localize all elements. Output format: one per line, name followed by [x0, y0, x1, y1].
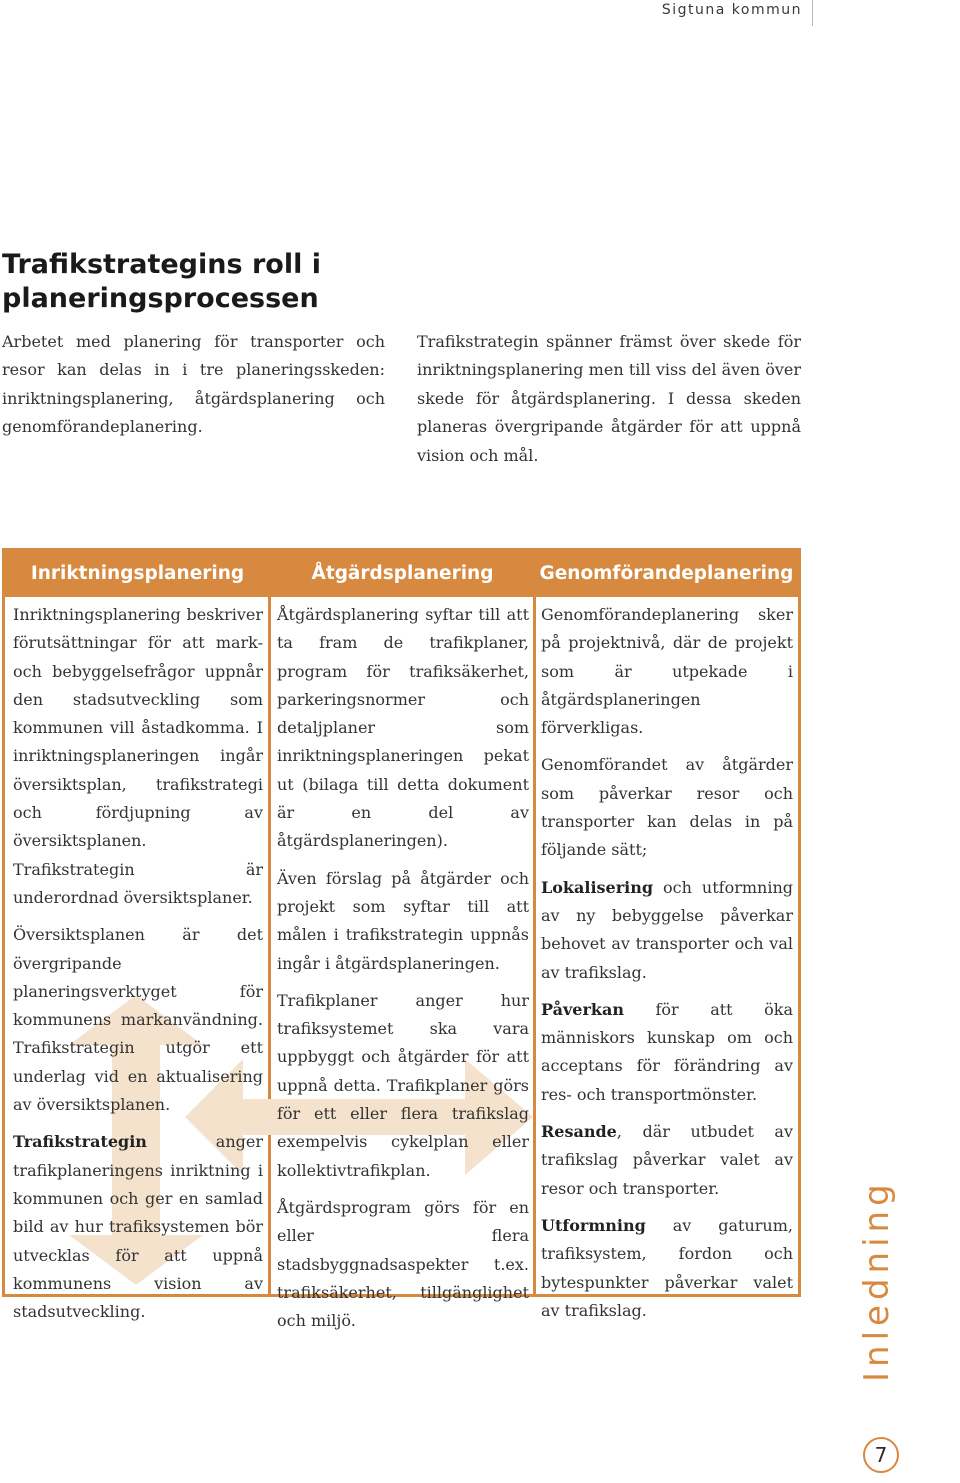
header-divider — [812, 0, 813, 26]
col3-paragraph-4-text: för att öka människors kunskap om och acceptans för förändring av res- och transportmönster. — [541, 999, 793, 1104]
intro-right-paragraph: Trafikstrategin spänner främst över skede för inriktningsplanering men till viss del även över skede för åtgärdsplanering. I dessa skeden planeras övergripande åtgärder för att uppnå vision och mål. — [417, 332, 801, 465]
col1-paragraph-3 — [13, 1128, 263, 1326]
section-label — [845, 1179, 925, 1390]
column-genomforandeplanering — [541, 601, 793, 1334]
col1-paragraph-2: Översiktsplanen är det övergripande planeringsverktyget för kommunens markanvändning. Trafikstrategin utgör ett underlag vid en aktualisering av översiktsplanen. — [13, 925, 263, 1115]
col3-paragraph-3 — [541, 874, 793, 987]
header-genomforandeplanering: Genomförandeplanering — [539, 563, 794, 584]
planning-stages-table — [2, 548, 801, 1331]
col3-bold-lokalisering: Lokalisering — [541, 877, 654, 897]
col3-paragraph-2: Genomförandet av åtgärder som påverkar resor och transporter kan delas in på följande sätt; — [541, 755, 793, 860]
col1-paragraph-1: Inriktningsplanering beskriver förutsättningar för att mark- och bebyggelsefrågor uppnår den stadsutveckling som kommunen vill åstadkomma. I inriktningsplaneringen ingår översiktsplan, trafikstrategi och fördjupning av översiktsplanen. Trafikstrategin är underordnad översiktsplaner. — [13, 605, 263, 907]
section-label-text: Inledning — [857, 1179, 897, 1382]
col3-paragraph-6 — [541, 1212, 793, 1325]
col3-paragraph-6-text: av gaturum, trafiksystem, fordon och bytespunkter påverkar valet av trafikslag. — [541, 1215, 793, 1320]
col1-bold-term: Trafikstrategin — [13, 1132, 147, 1152]
column-inriktningsplanering — [13, 601, 263, 1335]
col3-paragraph-1: Genomförandeplanering sker på projektnivå, där de projekt som är utpekade i åtgärdsplaneringen förverkligas. — [541, 605, 793, 738]
intro-left-paragraph: Arbetet med planering för transporter och resor kan delas in i tre planeringsskeden: inriktningsplanering, åtgärdsplanering och genomförandeplanering. — [2, 332, 385, 437]
header-atgardsplanering: Åtgärdsplanering — [311, 563, 494, 584]
col3-bold-utformning: Utformning — [541, 1215, 646, 1235]
municipality-name: Sigtuna kommun — [661, 2, 802, 18]
table-header-row — [5, 551, 798, 597]
col2-paragraph-4: Åtgärdsprogram görs för en eller flera stadsbyggnadsaspekter t.ex. trafiksäkerhet, tillgänglighet och miljö. — [277, 1197, 529, 1331]
col3-paragraph-5 — [541, 1118, 793, 1203]
col2-paragraph-1: Åtgärdsplanering syftar till att ta fram de trafikplaner, program för trafiksäkerhet, parkeringsnormer och detaljplaner som inriktningsplaneringen pekat ut (bilaga till detta dokument är en del av åtgärdsplaneringen). — [277, 605, 529, 851]
page-title: Trafikstrategins roll i planeringsprocessen — [2, 249, 321, 314]
page-header — [0, 0, 960, 26]
col3-paragraph-5-text: , där utbudet av trafikslag påverkar valet av resor och transporter. — [541, 1122, 793, 1198]
col2-paragraph-2: Även förslag på åtgärder och projekt som syftar till att målen i trafikstrategin uppnås ingår i åtgärdsplaneringen. — [277, 868, 529, 973]
col3-paragraph-4 — [541, 996, 793, 1109]
col3-bold-resande: Resande — [541, 1122, 617, 1142]
column-atgardsplanering — [277, 601, 529, 1344]
page-number: 7 — [863, 1437, 899, 1473]
col3-bold-paverkan: Påverkan — [541, 999, 624, 1019]
col1-paragraph-3-text: anger trafikplaneringens inriktning i kommunen och ger en samlad bild av hur trafiksystemen bör utvecklas för att uppnå kommunens vision av stadsutveckling. — [13, 1132, 263, 1322]
header-inriktningsplanering: Inriktningsplanering — [30, 563, 245, 584]
col2-paragraph-3: Trafikplaner anger hur trafiksystemet ska vara uppbyggt och åtgärder för att uppnå detta. Trafikplaner görs för ett eller flera trafikslag exempelvis cykelplan eller kollektivtrafikplan. — [277, 990, 529, 1180]
col3-paragraph-3-text: och utformning av ny bebyggelse påverkar behovet av transporter och val av trafikslag. — [541, 877, 793, 982]
